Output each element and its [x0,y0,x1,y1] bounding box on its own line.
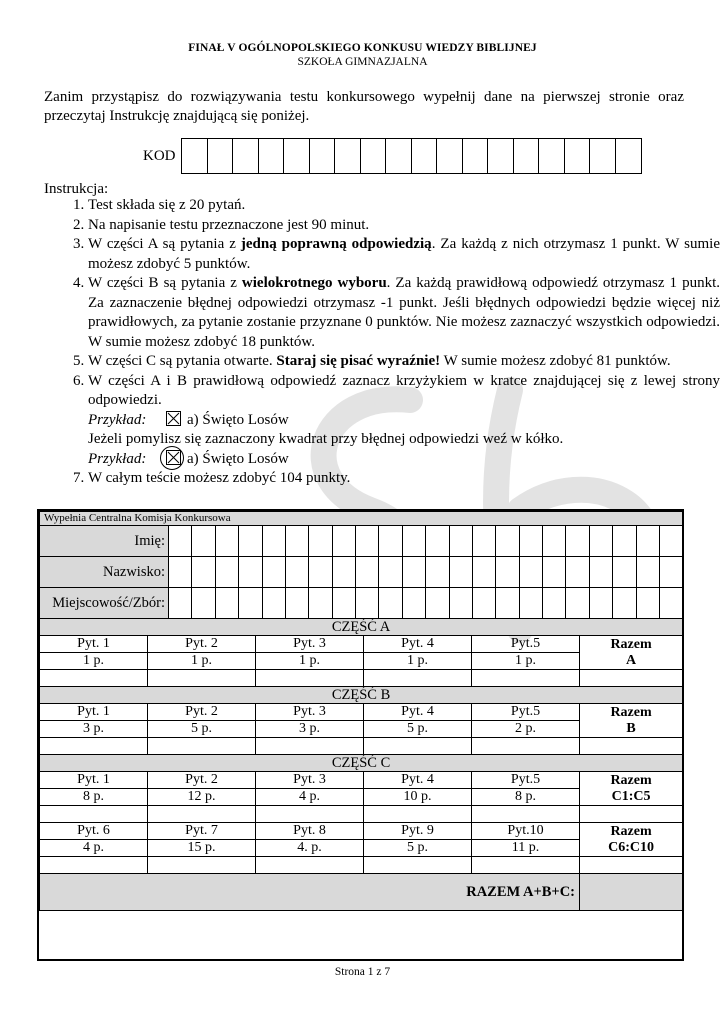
kod-cell[interactable] [565,139,591,173]
score-cell[interactable] [40,738,148,755]
instruction-item [88,372,720,470]
document-title: FINAŁ V OGÓLNOPOLSKIEGO KONKUSU WIEDZY BIBLIJNEJ [188,42,537,54]
question-label: Pyt. 1 [40,636,148,653]
kod-cell[interactable] [437,139,463,173]
kod-cell[interactable] [514,139,540,173]
kod-cell[interactable] [233,139,259,173]
score-cell[interactable] [40,857,148,874]
score-cell[interactable] [472,670,580,687]
kod-cell[interactable] [386,139,412,173]
question-label: Pyt. 4 [364,636,472,653]
points-label: 1 p. [364,653,472,670]
points-label: 2 p. [472,721,580,738]
page-number: Strona 1 z 7 [334,966,391,978]
score-cell[interactable] [256,857,364,874]
question-label: Pyt. 1 [40,704,148,721]
instructions-list [44,196,720,489]
question-label: Pyt. 4 [364,704,472,721]
surname-grid[interactable] [168,557,682,587]
score-cell[interactable] [148,857,256,874]
section-c1-total-label: Razem C1:C5 [580,772,683,806]
score-cell[interactable] [40,806,148,823]
score-cell[interactable] [256,670,364,687]
section-b-total-label: Razem B [580,704,683,738]
town-grid[interactable] [168,588,682,618]
instruction-text: Na napisanie testu przeznaczone jest 90 minut. [88,216,370,233]
instruction-text: W sumie możesz zdobyć 81 punktów. [440,353,671,369]
kod-cell[interactable] [182,139,208,173]
fill-by-committee-label: Wypełnia Centralna Komisja Konkursowa [40,512,683,526]
kod-cell[interactable] [284,139,310,173]
instruction-text: W części C są pytania otwarte. [88,353,277,369]
surname-label: Nazwisko: [102,564,165,580]
instruction-text: W całym teście możesz zdobyć 104 punkty. [88,470,351,486]
instruction-emphasis: Staraj się pisać wyraźnie! [276,353,441,369]
score-cell[interactable] [148,738,256,755]
instruction-item [88,274,720,352]
kod-cell[interactable] [361,139,387,173]
kod-grid[interactable] [181,138,642,174]
section-a-title: CZĘŚĆ A [40,619,683,636]
section-c2-total-label: Razem C6:C10 [580,823,683,857]
example-answer: a) Święto Losów [187,411,289,428]
first-name-label: Imię: [134,533,165,549]
points-label: 15 p. [148,840,256,857]
surname-row [40,557,683,588]
score-cell[interactable] [256,738,364,755]
question-label: Pyt. 4 [364,772,472,789]
score-cell[interactable] [364,857,472,874]
score-cell[interactable] [364,670,472,687]
name-row [40,526,683,557]
kod-cell[interactable] [259,139,285,173]
example-line [88,411,720,431]
points-label: 8 p. [40,789,148,806]
kod-cell[interactable] [412,139,438,173]
points-label: 4 p. [40,840,148,857]
kod-cell[interactable] [616,139,642,173]
instruction-text: W części A są pytania z [88,236,241,252]
total-score-cell[interactable] [580,738,683,755]
section-c-title: CZĘŚĆ C [40,755,683,772]
kod-cell[interactable] [590,139,616,173]
instruction-emphasis: jedną poprawną odpowiedzią [240,236,432,252]
points-label: 3 p. [256,721,364,738]
total-score-cell[interactable] [580,670,683,687]
circled-checkbox-icon [158,450,187,470]
example-label: Przykład: [88,411,147,428]
question-label: Pyt.10 [472,823,580,840]
points-label: 12 p. [148,789,256,806]
kod-cell[interactable] [488,139,514,173]
intro-paragraph: Zanim przystąpisz do rozwiązywania testu konkursowego wypełnij dane na pierwszej stronie oraz przeczytaj Instrukcję znajdującą się poniżej. [44,89,684,124]
question-label: Pyt. 2 [148,636,256,653]
points-label: 3 p. [40,721,148,738]
instruction-text: W części B są pytania z [88,275,242,291]
instruction-text: . Za każdą z nich otrzymasz 1 punkt. W sumie możesz zdobyć 5 punktów. [88,236,720,272]
score-cell[interactable] [40,670,148,687]
kod-cell[interactable] [335,139,361,173]
example-line [88,450,720,470]
instruction-text: W części A i B prawidłową odpowiedź zaznacz krzyżykiem w kratce znajdującej się z lewej strony odpowiedzi. [88,372,720,408]
first-name-grid[interactable] [168,526,682,556]
points-label: 1 p. [256,653,364,670]
kod-cell[interactable] [539,139,565,173]
town-congregation-label: Miejscowość/Zbór: [52,595,165,611]
document-subtitle: SZKOŁA GIMNAZJALNA [297,56,428,68]
points-label: 4. p. [256,840,364,857]
points-label: 1 p. [40,653,148,670]
score-cell[interactable] [364,806,472,823]
question-label: Pyt.5 [472,704,580,721]
question-label: Pyt.5 [472,636,580,653]
score-cell[interactable] [148,670,256,687]
score-cell[interactable] [472,857,580,874]
score-cell[interactable] [148,806,256,823]
score-cell[interactable] [364,738,472,755]
kod-cell[interactable] [463,139,489,173]
example-label: Przykład: [88,450,147,467]
grand-total-cell[interactable] [580,874,683,911]
instruction-item [88,469,720,489]
question-label: Pyt. 8 [256,823,364,840]
points-label: 5 p. [364,721,472,738]
question-label: Pyt. 9 [364,823,472,840]
town-row [40,588,683,619]
kod-cell[interactable] [310,139,336,173]
score-cell[interactable] [472,806,580,823]
question-label: Pyt. 7 [148,823,256,840]
points-label: 8 p. [472,789,580,806]
points-label: 1 p. [472,653,580,670]
score-cell[interactable] [472,738,580,755]
total-score-cell[interactable] [580,857,683,874]
section-a-total-label: Razem A [580,636,683,670]
grand-total-label: RAZEM A+B+C: [40,874,580,911]
instruction-text: Test składa się z 20 pytań. [88,197,246,213]
instruction-item [88,216,720,236]
question-label: Pyt. 3 [256,704,364,721]
question-label: Pyt. 1 [40,772,148,789]
kod-cell[interactable] [208,139,234,173]
example-answer: a) Święto Losów [187,450,289,467]
score-cell[interactable] [256,806,364,823]
instruction-item [88,196,720,216]
instruction-text: Jeżeli pomylisz się zaznaczony kwadrat przy błędnej odpowiedzi weź w kółko. [88,431,564,447]
question-label: Pyt. 2 [148,772,256,789]
instruction-text: . Za każdą prawidłową odpowiedź otrzymasz 1 punkt. Za zaznaczenie błędnej odpowiedzi otrzymasz -1 punkt. Jeśli błędnych odpowiedzi będzie więcej niż prawidłowych, za pytanie zostanie przyznane 0 punktów. Nie możesz zaznaczyć wszystkich odpowiedzi. W sumie możesz zdobyć 18 punktów. [88,275,720,350]
kod-label: KOD [143,148,176,164]
instruction-item [88,352,720,372]
question-label: Pyt. 3 [256,772,364,789]
total-score-cell[interactable] [580,806,683,823]
section-b-title: CZĘŚĆ B [40,687,683,704]
points-label: 5 p. [148,721,256,738]
points-label: 4 p. [256,789,364,806]
instruction-emphasis: wielokrotnego wyboru [241,275,387,291]
question-label: Pyt. 3 [256,636,364,653]
scoring-form [37,509,684,961]
scoring-table [39,511,683,911]
instruction-item [88,235,720,274]
points-label: 10 p. [364,789,472,806]
points-label: 1 p. [148,653,256,670]
question-label: Pyt. 2 [148,704,256,721]
checked-box-icon [166,411,181,426]
question-label: Pyt.5 [472,772,580,789]
question-label: Pyt. 6 [40,823,148,840]
points-label: 11 p. [472,840,580,857]
points-label: 5 p. [364,840,472,857]
instructions-title: Instrukcja: [44,181,109,197]
